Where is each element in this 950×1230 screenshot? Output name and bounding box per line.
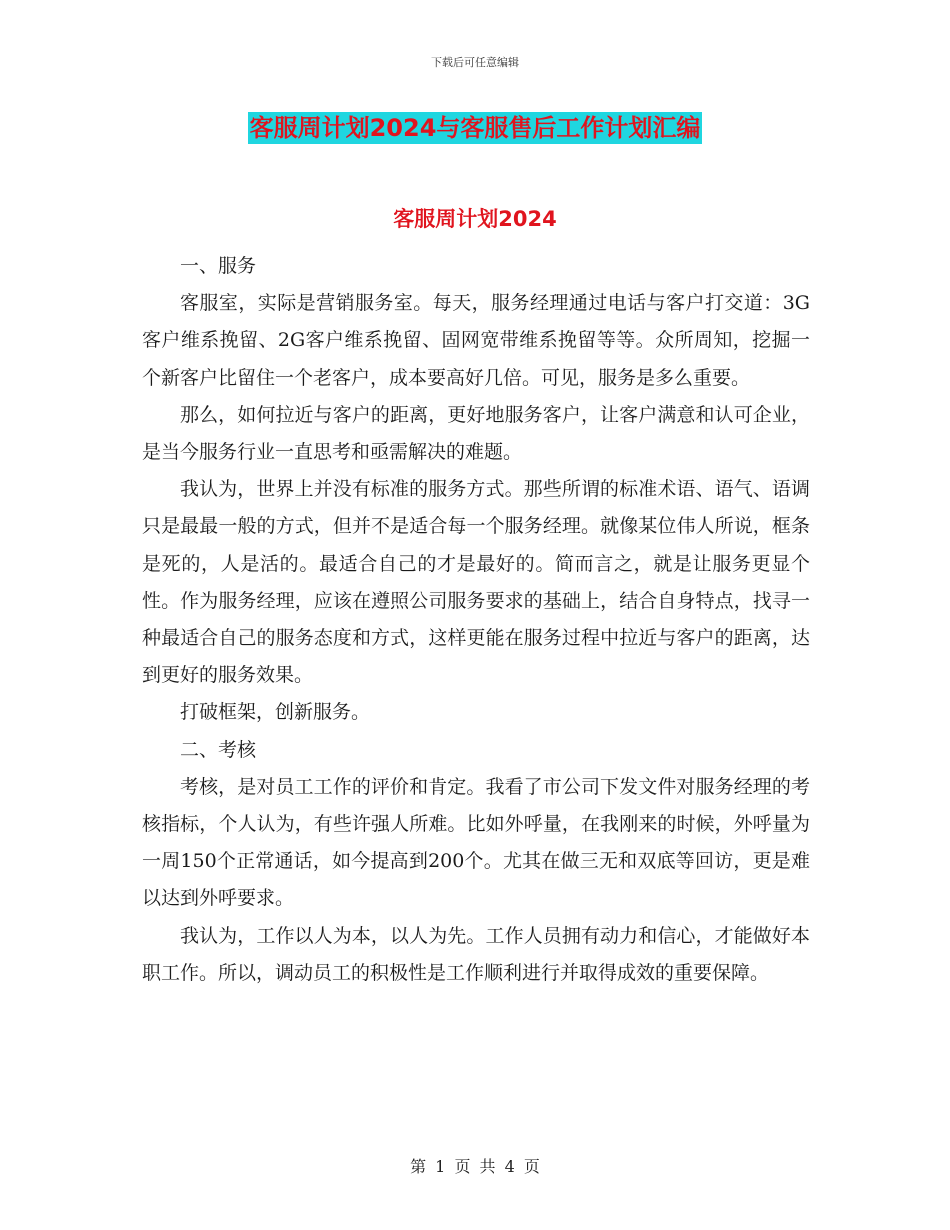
body-paragraph: 那么，如何拉近与客户的距离，更好地服务客户，让客户满意和认可企业，是当今服务行业一直思考和亟需解决的难题。 (142, 403, 810, 464)
body-paragraph: 考核，是对员工工作的评价和肯定。我看了市公司下发文件对服务经理的考核指标，个人认为，有些许强人所难。比如外呼量，在我刚来的时候，外呼量为一周150个正常通话，如今提高到200个。尤其在做三无和双底等回访，更是难以达到外呼要求。 (142, 775, 810, 910)
page-header-note: 下载后可任意编辑 (431, 56, 519, 69)
document-body (142, 248, 810, 992)
page-footer: 第 1 页 共 4 页 (410, 1157, 540, 1176)
body-paragraph: 打破框架，创新服务。 (180, 701, 371, 724)
body-paragraph: 客服室，实际是营销服务室。每天，服务经理通过电话与客户打交道：3G客户维系挽留、2G客户维系挽留、固网宽带维系挽留等等。众所周知，挖掘一个新客户比留住一个老客户，成本要高好几倍。可见，服务是多么重要。 (142, 292, 810, 389)
heading-assessment: 二、考核 (180, 738, 257, 761)
heading-service: 一、服务 (180, 255, 257, 277)
section-title: 客服周计划2024 (393, 207, 557, 231)
body-paragraph: 我认为，世界上并没有标准的服务方式。那些所谓的标准术语、语气、语调只是最最一般的方式，但并不是适合每一个服务经理。就像某位伟人所说，框条是死的，人是活的。最适合自己的才是最好的。简而言之，就是让服务更显个性。作为服务经理，应该在遵照公司服务要求的基础上，结合自身特点，找寻一种最适合自己的服务态度和方式，这样更能在服务过程中拉近与客户的距离，达到更好的服务效果。 (142, 478, 810, 687)
body-paragraph: 我认为，工作以人为本，以人为先。工作人员拥有动力和信心，才能做好本职工作。所以，调动员工的积极性是工作顺利进行并取得成效的重要保障。 (142, 924, 810, 984)
document-title (0, 112, 950, 144)
document-title-text: 客服周计划2024与客服售后工作计划汇编 (249, 114, 701, 142)
